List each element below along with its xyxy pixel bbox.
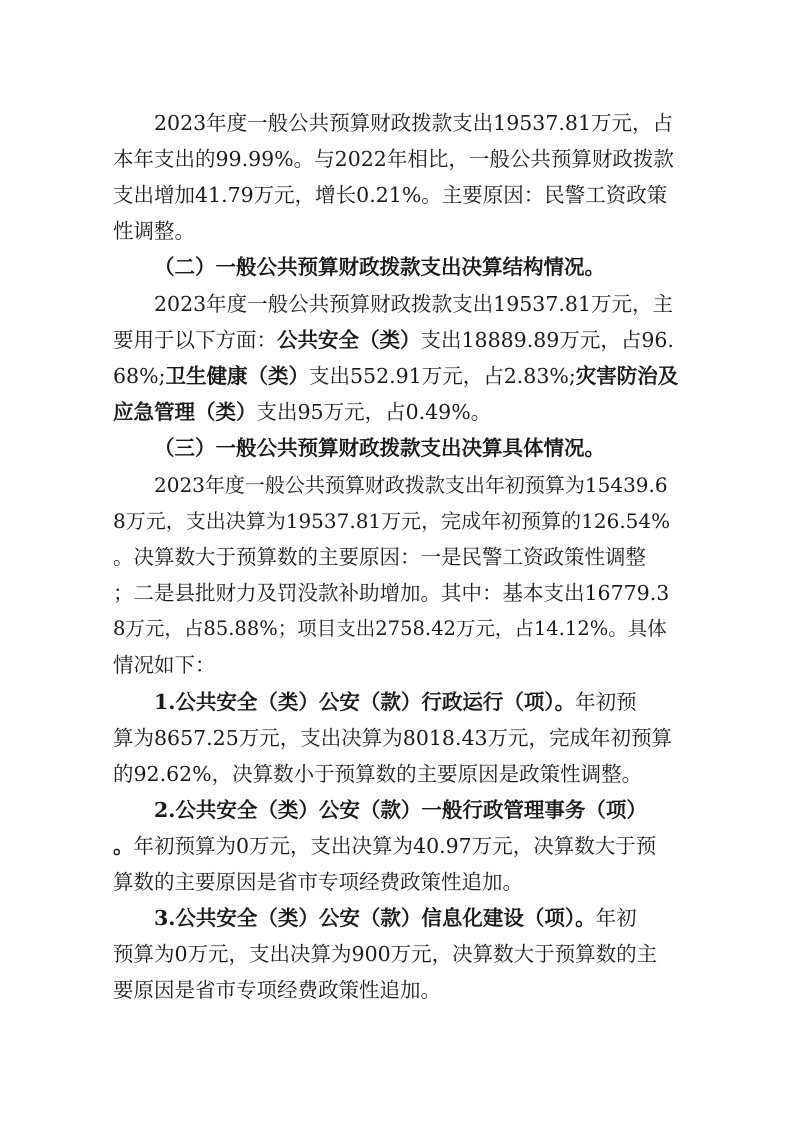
category-emergency-management: 应急管理（类） <box>113 400 257 424</box>
text-line: 要原因是省市专项经费政策性追加。 <box>113 978 441 1002</box>
text-line <box>113 904 679 932</box>
text-line <box>113 326 679 354</box>
text-segment: 年初 <box>595 906 637 930</box>
text-line: 2023年度一般公共预算财政拨款支出年初预算为15439.6 <box>154 473 668 497</box>
text-line: 性调整。 <box>113 219 195 243</box>
text-line: 本年支出的99.99%。与2022年相比，一般公共预算财政拨款 <box>113 147 674 171</box>
text-line: 算数的主要原因是省市专项经费政策性追加。 <box>113 870 523 894</box>
text-line: 的92.62%，决算数小于预算数的主要原因是政策性调整。 <box>113 762 643 786</box>
section-heading-structure: （二）一般公共预算财政拨款支出决算结构情况。 <box>154 255 605 279</box>
text-line: 算为8657.25万元，支出决算为8018.43万元，完成年初预算 <box>113 726 673 750</box>
text-line: 2023年度一般公共预算财政拨款支出19537.81万元，占 <box>154 111 673 135</box>
category-health: 卫生健康（类） <box>165 364 309 388</box>
text-line <box>113 398 679 426</box>
item-title: 2.公共安全（类）公安（款）一般行政管理事务（项） <box>154 798 647 822</box>
text-line: 8万元，占85.88%；项目支出2758.42万元，占14.12%。具体 <box>113 617 667 640</box>
text-line <box>113 362 679 390</box>
text-line: 2023年度一般公共预算财政拨款支出19537.81万元，主 <box>154 292 673 316</box>
category-public-security: 公共安全（类） <box>277 328 421 352</box>
text-segment: 年初预 <box>575 690 637 714</box>
text-line <box>113 688 679 716</box>
text-line: 支出增加41.79万元，增长0.21%。主要原因：民警工资政策 <box>113 183 668 207</box>
text-segment: 68%; <box>113 364 166 388</box>
text-segment: 支出18889.89万元，占96. <box>420 328 674 352</box>
text-segment: 年初预算为0万元，支出决算为40.97万元，决算数大于预 <box>133 834 657 858</box>
item-title: 1.公共安全（类）公安（款）行政运行（项）。 <box>154 690 576 714</box>
category-disaster-prevention: 灾害防治及 <box>575 364 679 388</box>
text-line: ；二是县批财力及罚没款补助增加。其中：基本支出16779.3 <box>113 581 670 605</box>
item-title: 3.公共安全（类）公安（款）信息化建设（项）。 <box>154 906 596 930</box>
text-segment: 要用于以下方面： <box>113 328 277 352</box>
text-segment: 支出552.91万元，占2.83%; <box>308 364 576 388</box>
text-segment: 支出95万元，占0.49%。 <box>256 400 492 424</box>
text-segment: 。 <box>113 834 134 858</box>
text-line <box>113 832 679 860</box>
text-line: 预算为0万元，支出决算为900万元，决算数大于预算数的主 <box>113 942 658 966</box>
text-line: 8万元，支出决算为19537.81万元，完成年初预算的126.54% <box>113 509 671 533</box>
text-line: 情况如下： <box>113 653 216 677</box>
section-heading-details: （三）一般公共预算财政拨款支出决算具体情况。 <box>154 436 605 460</box>
text-line: 。决算数大于预算数的主要原因：一是民警工资政策性调整 <box>113 545 646 569</box>
